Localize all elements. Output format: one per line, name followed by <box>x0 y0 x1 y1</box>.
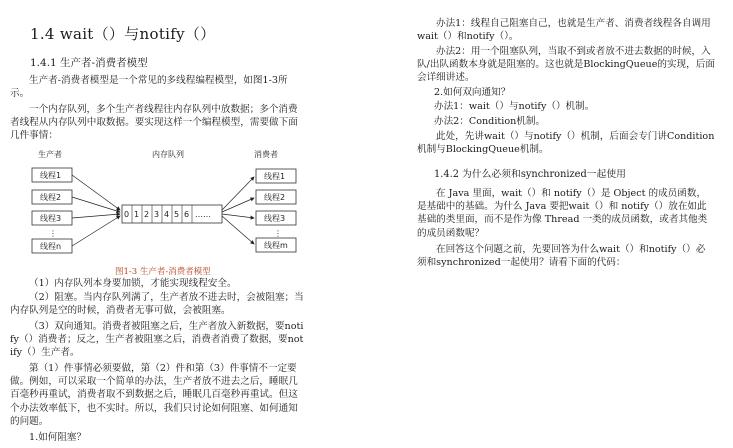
producer-ellipsis: ⋮ <box>49 229 57 238</box>
left-column <box>0 0 366 448</box>
text-line: 个办法效率低下，也不实时。所以，我们只讨论如何阻塞、如何通知 <box>10 402 298 414</box>
queue-cell: 6 <box>184 210 190 219</box>
producer-arrows <box>72 175 120 246</box>
queue-cell: 0 <box>124 210 130 219</box>
arrow <box>72 216 120 246</box>
queue-label: 内存队列 <box>152 150 184 159</box>
text-line: ify（）生产者。 <box>10 347 80 359</box>
text-line: 一个内存队列，多个生产者线程往内存队列中放数据；多个消费 <box>29 104 298 115</box>
text-line: 的问题。 <box>10 415 49 427</box>
text-line: 做。例如，可以采取一个简单的办法，生产者放不进去之后，睡眠几 <box>10 376 298 388</box>
paragraph <box>10 291 360 317</box>
text-line: 在回答这个问题之前，先要回答为什么wait（）和notify（）必 <box>436 244 706 255</box>
paragraph <box>10 103 360 143</box>
text-line: 在 Java 里面，wait（）和 notify（）是 Object 的成员函数， <box>436 188 707 199</box>
figure-caption: 图1-3 生产者-消费者模型 <box>115 267 211 277</box>
text-line: 队/出队函数本身就是阻塞的。这也就是BlockingQueue的实现，后面 <box>417 59 715 71</box>
text-line: 机制与BlockingQueue机制。 <box>417 144 549 156</box>
text-line: 生产者-消费者模型是一个常见的多线程编程模型，如图1-3所 <box>29 75 288 86</box>
text-line: 第（1）件事情必须要做，第（2）件和第（3）件事情不一定要 <box>29 363 297 374</box>
paragraph <box>10 320 360 360</box>
arrow <box>222 214 254 218</box>
queue-cell: 3 <box>154 210 160 219</box>
producer-thread-n: 线程n <box>40 242 62 251</box>
text-line: 是基础中的基础。为什么 Java 要把wait（）和 notify（）放在如此 <box>417 201 707 213</box>
consumer-arrows <box>222 177 254 244</box>
subsection-title: 1.4.2 为什么必须和synchronized一起使用 <box>434 169 626 180</box>
text-line: 的成员函数呢？ <box>417 227 485 239</box>
queue-cell: 5 <box>174 210 180 219</box>
paragraph: 办法1：wait（）与notify（）机制。 <box>434 101 595 112</box>
subsection-title: 1.4.1 生产者-消费者模型 <box>30 57 148 69</box>
text-line: 基础的类里面，而不是作为像 Thread 一类的成员函数，或者其他类 <box>417 214 708 226</box>
paragraph <box>417 45 727 85</box>
text-line: 几件事情： <box>10 130 58 142</box>
text-line: 会详细讲述。 <box>417 72 475 84</box>
text-line: 内存队列是空的时候，消费者无事可做，会被阻塞。 <box>10 305 231 317</box>
paragraph <box>10 74 360 100</box>
producer-thread-2: 线程2 <box>40 193 62 202</box>
consumer-thread-3: 线程3 <box>264 214 286 223</box>
paragraph <box>10 362 360 428</box>
consumer-label: 消费者 <box>254 150 278 159</box>
text-line: 者线程从内存队列中取数据。要实现这样一个编程模型，需要做下面 <box>10 117 298 129</box>
arrow <box>72 214 120 218</box>
producer-threads <box>32 168 72 253</box>
section-title: 1.4 wait（）与notify（） <box>30 25 216 43</box>
queue-cell: 4 <box>164 210 170 219</box>
text-line: wait（）和notify（）。 <box>417 31 519 43</box>
queue-cell: 1 <box>134 210 140 219</box>
arrow <box>222 216 254 244</box>
text-line: （3）双向通知。消费者被阻塞之后，生产者放入新数据，要noti <box>29 321 304 332</box>
text-line: 百毫秒再重试，消费者取不到数据之后，睡眠几百毫秒再重试。但这 <box>10 389 298 401</box>
text-line: 须和synchronized一起使用？请看下面的代码： <box>417 257 626 269</box>
producer-consumer-diagram <box>30 148 320 274</box>
text-line: 此处，先讲wait（）与notify（）机制，后面会专门讲Condition <box>436 131 715 142</box>
paragraph <box>417 187 727 240</box>
right-column <box>372 0 730 448</box>
paragraph <box>10 277 360 290</box>
consumer-thread-1: 线程1 <box>264 172 286 181</box>
queue-ellipsis: …… <box>195 210 211 219</box>
text-line: （1）内存队列本身要加锁，才能实现线程安全。 <box>29 278 237 289</box>
queue-cell: 2 <box>144 210 150 219</box>
consumer-threads <box>256 169 296 252</box>
text-line: fy（）消费者；反之，生产者被阻塞之后，消费者消费了数据，要not <box>10 334 304 346</box>
list-heading: 2.如何双向通知？ <box>434 87 511 98</box>
producer-thread-1: 线程1 <box>40 171 62 180</box>
consumer-ellipsis: ⋮ <box>274 229 282 238</box>
consumer-thread-2: 线程2 <box>264 193 286 202</box>
queue <box>122 205 222 223</box>
text-line: 办法1：线程自己阻塞自己，也就是生产者、消费者线程各自调用 <box>436 18 711 29</box>
paragraph <box>417 130 727 156</box>
text-line: 示。 <box>10 88 30 100</box>
list-heading: 1.如何阻塞？ <box>29 432 87 443</box>
text-line: 办法2：用一个阻塞队列，当取不到或者放不进去数据的时候，入 <box>436 46 711 57</box>
text-line: （2）阻塞。当内存队列满了，生产者放不进去时，会被阻塞；当 <box>29 292 304 303</box>
producer-label: 生产者 <box>38 150 62 159</box>
paragraph: 办法2：Condition机制。 <box>434 116 546 127</box>
consumer-thread-m: 线程m <box>264 241 288 250</box>
paragraph <box>417 17 727 43</box>
producer-thread-3: 线程3 <box>40 214 62 223</box>
paragraph <box>417 243 727 269</box>
